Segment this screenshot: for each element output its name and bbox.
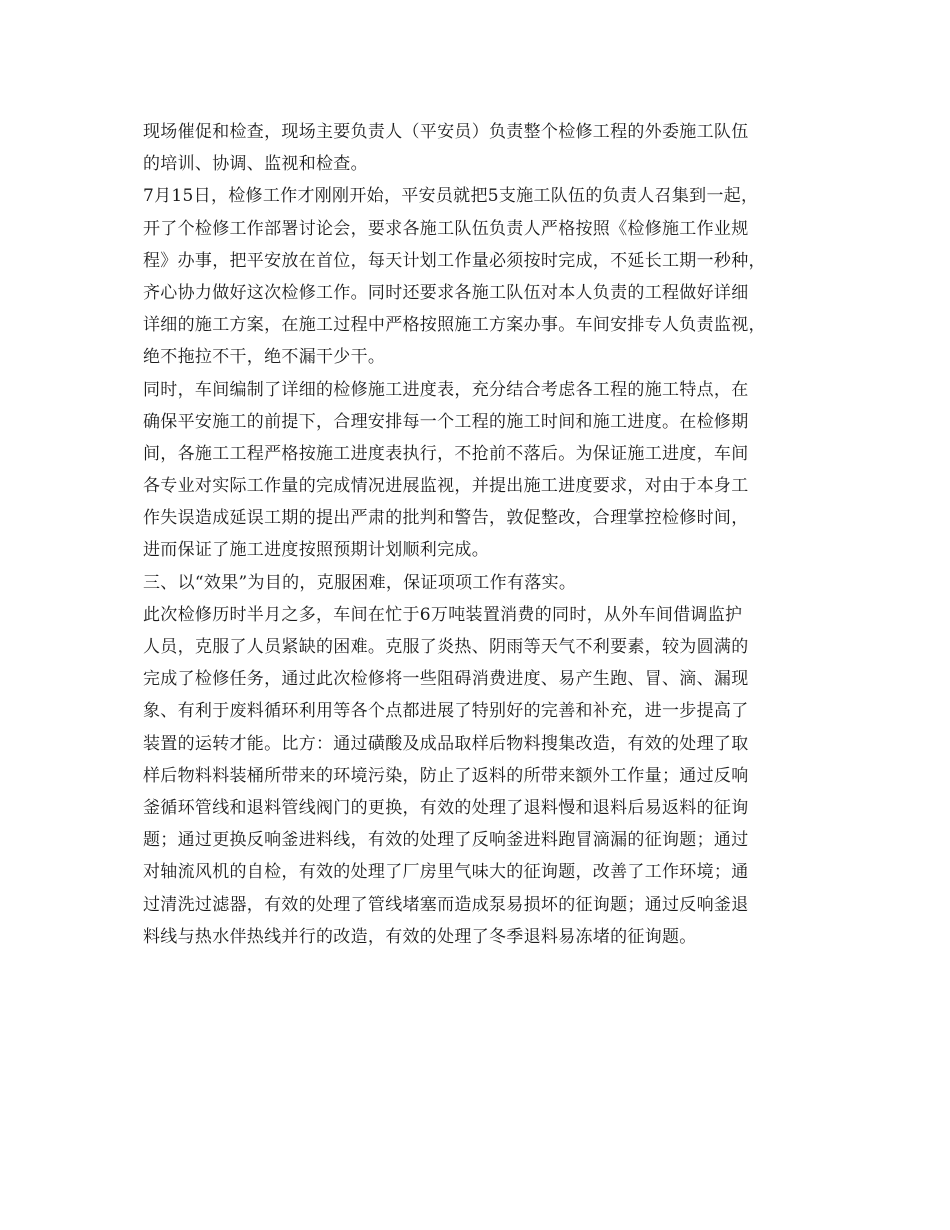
text-line: 程》办事，把平安放在首位，每天计划工作量必须按时完成，不延长工期一秒种， bbox=[143, 250, 766, 271]
text-line: 各专业对实际工作量的完成情况进展监视，并提出施工进度要求，对由于本身工 bbox=[143, 476, 749, 497]
text-line: 确保平安施工的前提下，合理安排每一个工程的施工时间和施工进度。在检修期 bbox=[143, 411, 749, 432]
text-line: 人员，克服了人员紧缺的困难。克服了炎热、阴雨等天气不利要素，较为圆满的 bbox=[143, 637, 749, 657]
text-line: 现场催促和检查，现场主要负责人（平安员）负责整个检修工程的外委施工队伍 bbox=[143, 122, 749, 142]
text-line: 7月15日，检修工作才刚刚开始，平安员就把5支施工队伍的负责人召集到一起， bbox=[143, 186, 759, 207]
text-line: 料线与热水伴热线并行的改造，有效的处理了冬季退料易冻堵的征询题。 bbox=[143, 926, 697, 947]
text-line: 过清洗过滤器，有效的处理了管线堵塞而造成泵易损坏的征询题；通过反响釜退 bbox=[143, 894, 749, 915]
text-line: 详细的施工方案，在施工过程中严格按照施工方案办事。车间安排专人负责监视， bbox=[143, 315, 766, 336]
text-line: 齐心协力做好这次检修工作。同时还要求各施工队伍对本人负责的工程做好详细 bbox=[143, 282, 749, 303]
document-body bbox=[143, 116, 813, 953]
section-heading: 三、以“效果”为目的，克服困难，保证项项工作有落实。 bbox=[143, 572, 577, 593]
text-line: 间，各施工工程严格按施工进度表执行，不抢前不落后。为保证施工进度，车间 bbox=[143, 443, 749, 464]
text-line: 开了个检修工作部署讨论会，要求各施工队伍负责人严格按照《检修施工作业规 bbox=[143, 218, 749, 239]
text-line: 绝不拖拉不干，绝不漏干少干。 bbox=[143, 347, 386, 368]
text-line: 题；通过更换反响釜进料线，有效的处理了反响釜进料跑冒滴漏的征询题；通过 bbox=[143, 830, 749, 851]
text-line: 釜循环管线和退料管线阀门的更换，有效的处理了退料慢和退料后易返料的征询 bbox=[143, 797, 749, 818]
text-line: 作失误造成延误工期的提出严肃的批判和警告，敦促整改，合理掌控检修时间， bbox=[143, 508, 749, 529]
text-line: 象、有利于废料循环利用等各个点都进展了特别好的完善和补充，进一步提高了 bbox=[143, 701, 749, 722]
text-line: 的培训、协调、监视和检查。 bbox=[143, 154, 368, 175]
text-line: 对轴流风机的自检，有效的处理了厂房里气味大的征询题，改善了工作环境；通 bbox=[143, 862, 749, 883]
text-line: 装置的运转才能。比方：通过磺酸及成品取样后物料搜集改造，有效的处理了取 bbox=[143, 733, 749, 754]
text-line: 进而保证了施工进度按照预期计划顺利完成。 bbox=[143, 540, 489, 561]
text-line: 此次检修历时半月之多，车间在忙于6万吨装置消费的同时，从外车间借调监护 bbox=[143, 604, 743, 625]
text-line: 完成了检修任务，通过此次检修将一些阻碍消费进度、易产生跑、冒、滴、漏现 bbox=[143, 669, 749, 690]
text-line: 样后物料料装桶所带来的环境污染，防止了返料的所带来额外工作量；通过反响 bbox=[143, 765, 749, 786]
text-line: 同时，车间编制了详细的检修施工进度表，充分结合考虑各工程的施工特点，在 bbox=[143, 379, 749, 400]
